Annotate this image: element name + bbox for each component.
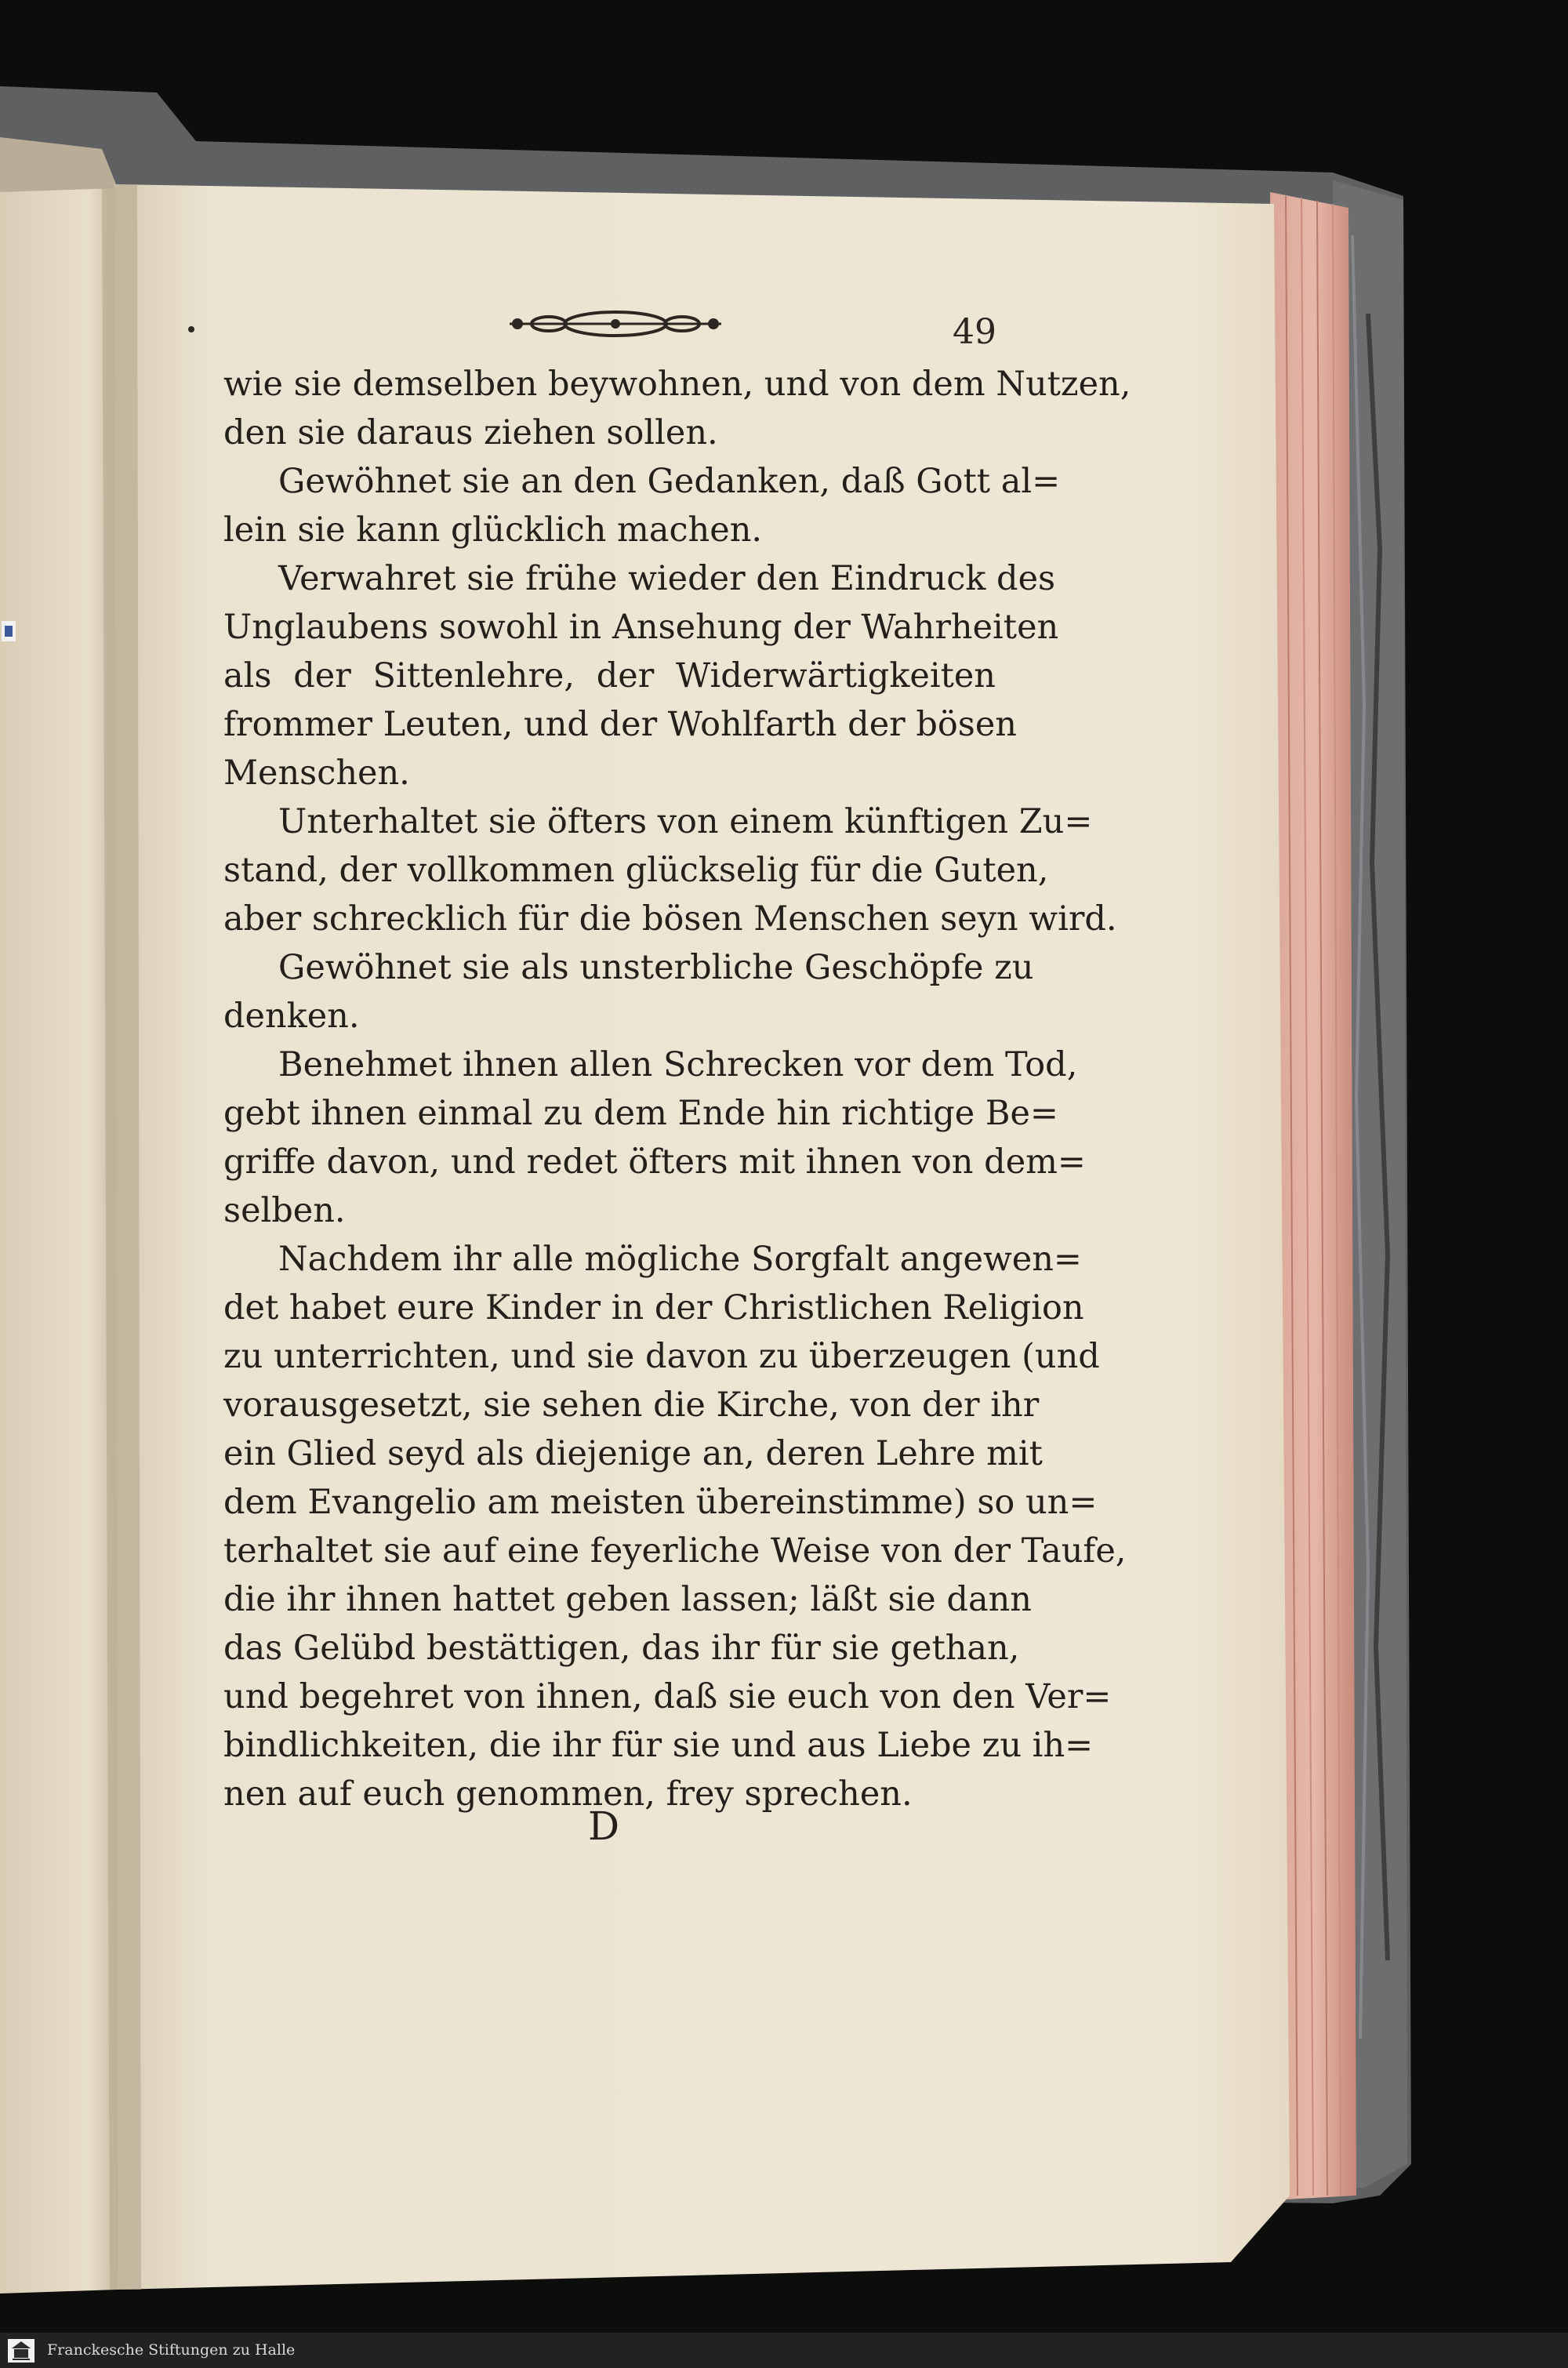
page-number: 49 — [953, 312, 996, 352]
footer-bar — [0, 2333, 1568, 2368]
text-line: Benehmet ihnen allen Schrecken vor dem Tod, — [278, 1045, 1078, 1084]
text-line: griffe davon, und redet öfters mit ihnen von dem= — [223, 1142, 1086, 1182]
left-page — [0, 184, 118, 2294]
signature-mark: D — [588, 1803, 620, 1849]
footer-institution-name: Franckesche Stiftungen zu Halle — [47, 2341, 296, 2359]
institution-logo-icon — [8, 2339, 34, 2363]
text-line: den sie daraus ziehen sollen. — [223, 413, 718, 452]
text-line: das Gelübd bestättigen, das ihr für sie gethan, — [223, 1629, 1020, 1668]
text-line: als der Sittenlehre, der Widerwärtigkeiten — [223, 656, 996, 696]
text-line: Menschen. — [223, 754, 410, 793]
text-line: wie sie demselben beywohnen, und von dem Nutzen, — [223, 365, 1131, 404]
library-tag — [0, 619, 17, 643]
text-line: dem Evangelio am meisten übereinstimme) so un= — [223, 1483, 1098, 1522]
text-line: zu unterrichten, und sie davon zu überzeugen (und — [223, 1337, 1100, 1376]
text-line: die ihr ihnen hattet geben lassen; läßt sie dann — [223, 1580, 1032, 1619]
text-line: gebt ihnen einmal zu dem Ende hin richtige Be= — [223, 1094, 1058, 1133]
text-line: denken. — [223, 997, 360, 1036]
page-text-block — [223, 286, 1131, 1862]
text-line: lein sie kann glücklich machen. — [223, 510, 763, 550]
text-line: Unterhaltet sie öfters von einem künftigen Zu= — [278, 802, 1093, 841]
text-line: nen auf euch genommen, frey sprechen. — [223, 1774, 913, 1814]
text-line: aber schrecklich für die bösen Menschen seyn wird. — [223, 899, 1117, 939]
text-line: frommer Leuten, und der Wohlfarth der bösen — [223, 705, 1017, 744]
text-line: selben. — [223, 1191, 346, 1230]
text-line: det habet eure Kinder in der Christlichen Religion — [223, 1288, 1084, 1327]
text-line: Verwahret sie frühe wieder den Eindruck des — [278, 559, 1056, 598]
text-line: und begehret von ihnen, daß sie euch von den Ver= — [223, 1677, 1112, 1716]
text-line: Gewöhnet sie an den Gedanken, daß Gott al= — [278, 462, 1061, 501]
text-line: terhaltet sie auf eine feyerliche Weise von der Taufe, — [223, 1531, 1127, 1571]
text-line: Unglaubens sowohl in Ansehung der Wahrheiten — [223, 608, 1059, 647]
text-line: bindlichkeiten, die ihr für sie und aus Liebe zu ih= — [223, 1726, 1094, 1765]
text-line: stand, der vollkommen glückselig für die Guten, — [223, 851, 1049, 890]
text-line: vorausgesetzt, sie sehen die Kirche, von der ihr — [223, 1386, 1040, 1425]
text-line: Nachdem ihr alle mögliche Sorgfalt angewen= — [278, 1240, 1082, 1279]
text-line: ein Glied seyd als diejenige an, deren Lehre mit — [223, 1434, 1043, 1473]
text-line: Gewöhnet sie als unsterbliche Geschöpfe zu — [278, 948, 1034, 987]
